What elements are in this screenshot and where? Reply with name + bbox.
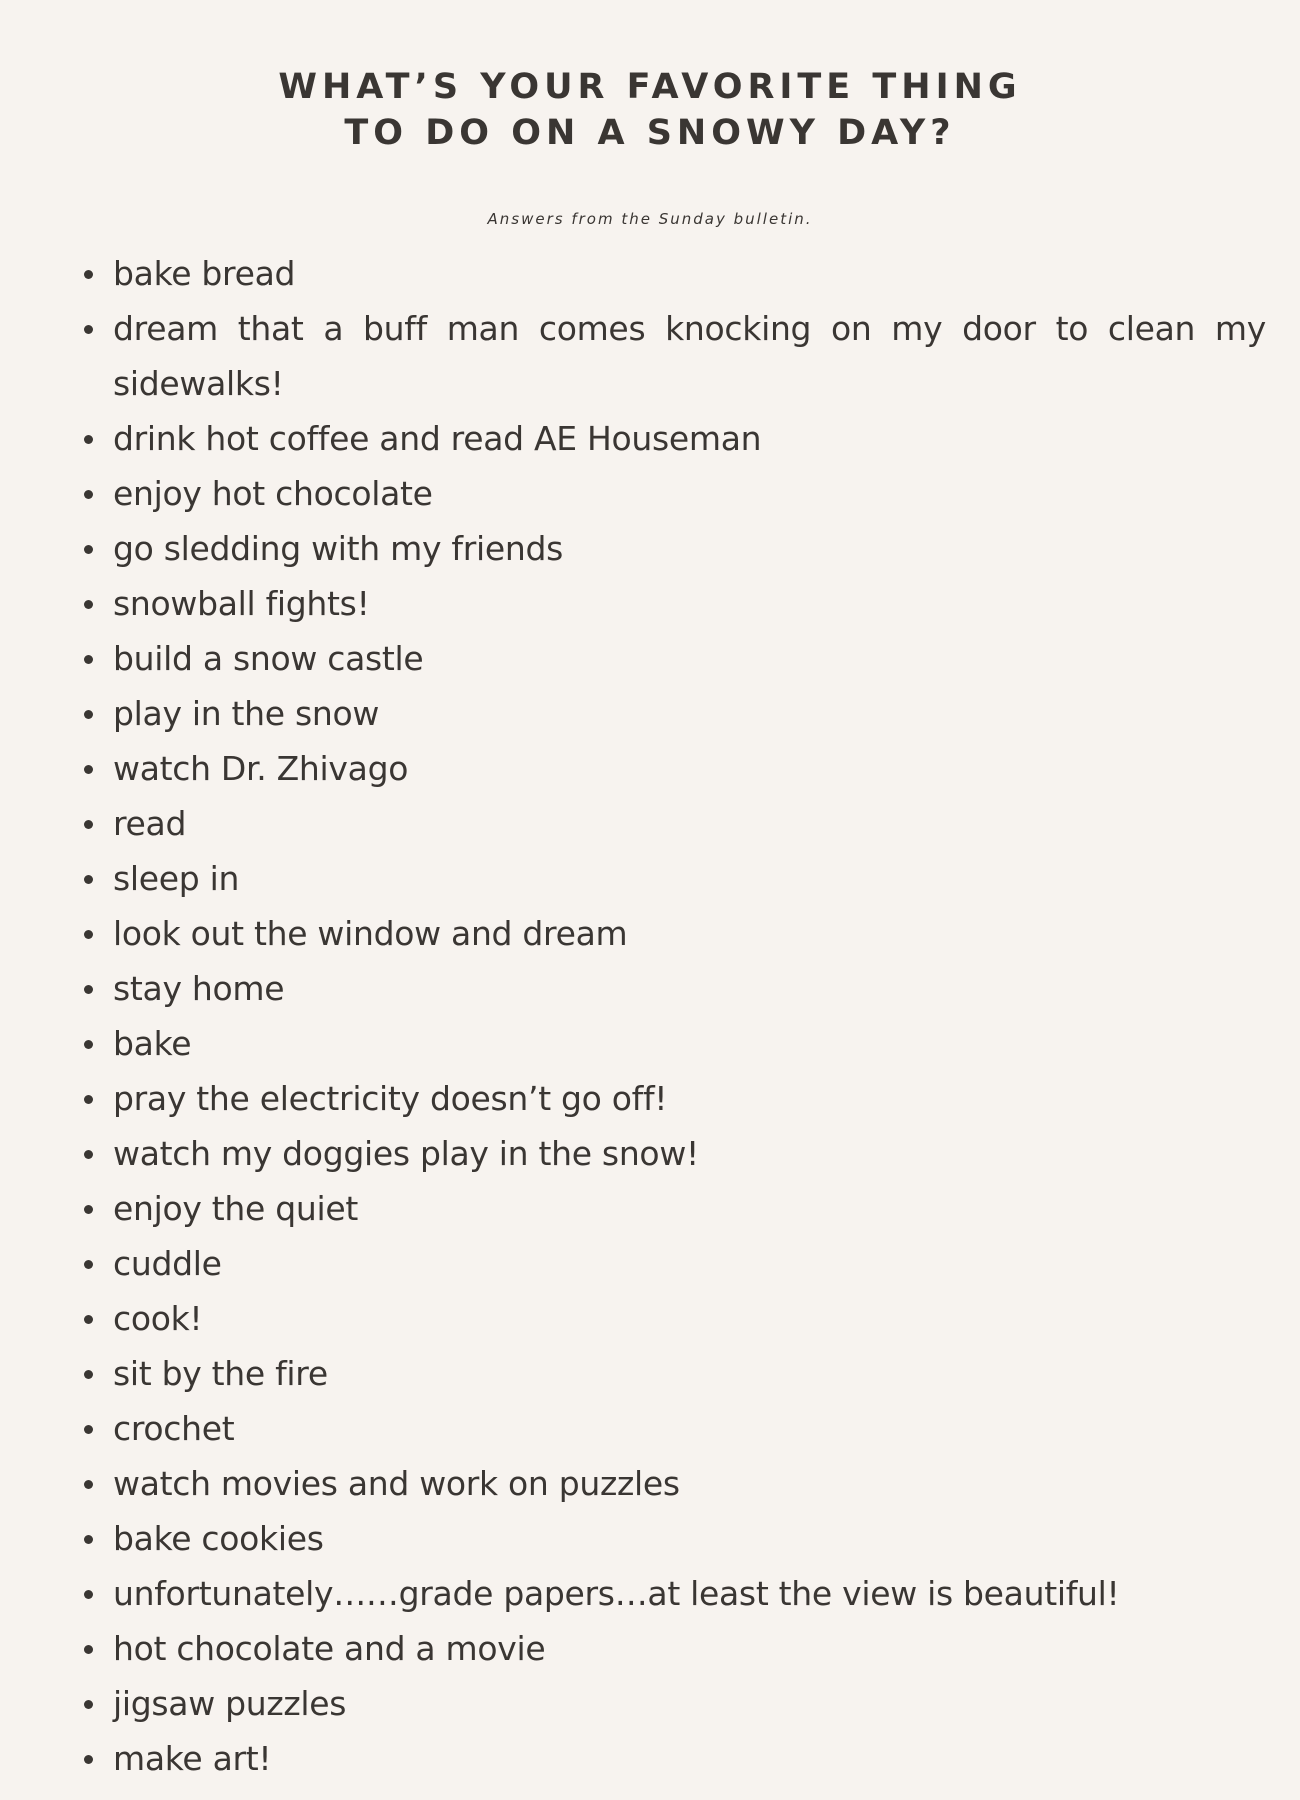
list-item: snowball fights! <box>113 576 1266 631</box>
title-line-2: TO DO ON A SNOWY DAY? <box>344 113 956 153</box>
answers-list <box>0 246 1300 1786</box>
list-item: jigsaw puzzles <box>113 1676 1266 1731</box>
list-item: play in the snow <box>113 686 1266 741</box>
list-item: crochet <box>113 1401 1266 1456</box>
list-item: make art! <box>113 1731 1266 1786</box>
page-subtitle: Answers from the Sunday bulletin. <box>487 210 813 228</box>
list-item: bake <box>113 1016 1266 1071</box>
list-item: pray the electricity doesn’t go off! <box>113 1071 1266 1126</box>
title-line-1: WHAT’S YOUR FAVORITE THING <box>278 67 1022 107</box>
list-item: sleep in <box>113 851 1266 906</box>
list-item: read <box>113 796 1266 851</box>
list-item: stay home <box>113 961 1266 1016</box>
list-item: watch Dr. Zhivago <box>113 741 1266 796</box>
list-item: bake bread <box>113 246 1266 301</box>
list-item: go sledding with my friends <box>113 521 1266 576</box>
list-item: bake cookies <box>113 1511 1266 1566</box>
list-item: cuddle <box>113 1236 1266 1291</box>
list-item: look out the window and dream <box>113 906 1266 961</box>
list-item: hot chocolate and a movie <box>113 1621 1266 1676</box>
list-item: sit by the fire <box>113 1346 1266 1401</box>
page-title <box>150 64 1150 156</box>
list-item: dream that a buff man comes knocking on my door to clean my sidewalks! <box>113 301 1266 411</box>
list-item: enjoy hot chocolate <box>113 466 1266 521</box>
list-item: cook! <box>113 1291 1266 1346</box>
list-item: unfortunately……grade papers…at least the view is beautiful! <box>113 1566 1266 1621</box>
list-item: watch movies and work on puzzles <box>113 1456 1266 1511</box>
list-item: drink hot coffee and read AE Houseman <box>113 411 1266 466</box>
list-item: build a snow castle <box>113 631 1266 686</box>
list-item: watch my doggies play in the snow! <box>113 1126 1266 1181</box>
list-item: enjoy the quiet <box>113 1181 1266 1236</box>
